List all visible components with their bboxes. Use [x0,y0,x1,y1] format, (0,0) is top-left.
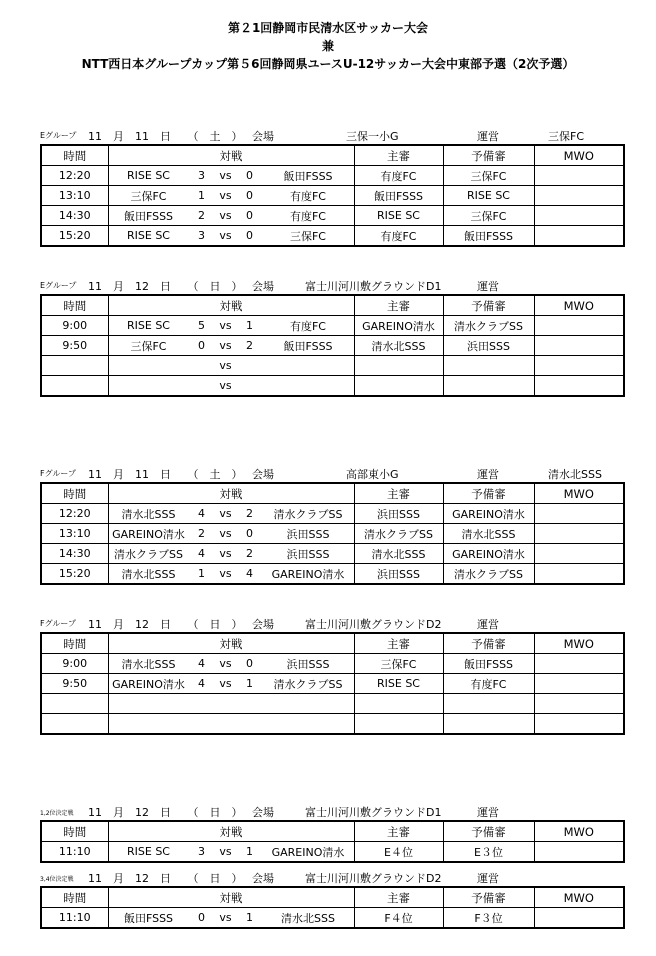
away-team: 有度FC [289,189,326,203]
away-score: 0 [246,657,253,670]
kickoff-time: 14:30 [41,544,108,564]
column-header-reserve-referee: 予備審 [443,887,534,908]
schedule-section [40,126,623,247]
match-cell [108,908,354,929]
title-line-1: 第２1回静岡市民清水区サッカー大会 [227,21,429,35]
main-referee [354,356,443,376]
column-header-mwo: MWO [534,887,624,908]
match-pairing [109,524,354,543]
match-row [41,694,624,714]
home-team: 飯田FSSS [123,911,174,925]
main-referee: 三保FC [354,654,443,674]
column-header-reserve-referee: 予備審 [443,295,534,316]
schedule-table [40,820,625,863]
venue-name: 三保一小G [346,130,399,143]
column-header-reserve-referee: 予備審 [443,483,534,504]
match-cell [108,376,354,397]
match-date: 11 月 12 日 （ 日 ） [88,618,243,631]
schedule-section [40,276,623,397]
column-header-referee: 主審 [354,295,443,316]
main-referee: 清水クラブSS [354,524,443,544]
versus-label: vs [219,339,232,352]
mwo-cell [534,186,624,206]
versus-label: vs [219,319,232,332]
match-row [41,564,624,585]
main-referee: 飯田FSSS [354,186,443,206]
home-team: GAREINO清水 [112,527,185,541]
home-score: 1 [198,567,205,580]
reserve-referee [443,714,534,735]
venue-name: 富士川河川敷グラウンドD1 [305,280,442,293]
kickoff-time: 11:10 [41,842,108,863]
column-header-referee: 主審 [354,887,443,908]
match-row [41,356,624,376]
mwo-cell [534,842,624,863]
column-header-referee: 主審 [354,483,443,504]
kickoff-time: 13:10 [41,186,108,206]
mwo-cell [534,206,624,226]
mwo-cell [534,336,624,356]
match-pairing [109,714,354,733]
match-pairing [109,206,354,225]
away-score: 0 [246,209,253,222]
reserve-referee: GAREINO清水 [443,544,534,564]
mwo-cell [534,376,624,397]
management-label: 運営 [477,468,499,481]
match-cell [108,504,354,524]
venue-label: 会場 [252,806,274,819]
home-score: 2 [198,527,205,540]
home-score: 4 [198,657,205,670]
away-team: 浜田SSS [286,657,330,671]
match-row [41,714,624,735]
table-header-row [41,483,624,504]
column-header-mwo: MWO [534,145,624,166]
home-team: RISE SC [127,229,170,242]
column-header-referee: 主審 [354,633,443,654]
group-label: Fグループ [40,619,76,628]
column-header-reserve-referee: 予備審 [443,633,534,654]
kickoff-time: 9:50 [41,336,108,356]
versus-label: vs [219,209,232,222]
away-team: 有度FC [289,209,326,223]
match-cell [108,564,354,585]
schedule-table [40,294,625,397]
away-team: GAREINO清水 [271,567,345,581]
main-referee: GAREINO清水 [354,316,443,336]
schedule-section [40,868,623,929]
kickoff-time: 9:00 [41,316,108,336]
schedule-table [40,886,625,929]
reserve-referee: 浜田SSS [443,336,534,356]
match-pairing [109,842,354,861]
versus-label: vs [219,657,232,670]
reserve-referee: 三保FC [443,206,534,226]
home-score: 3 [198,169,205,182]
away-score: 2 [246,547,253,560]
match-cell [108,544,354,564]
mwo-cell [534,316,624,336]
away-team: 清水北SSS [281,911,335,925]
mwo-cell [534,356,624,376]
reserve-referee: E３位 [443,842,534,863]
match-date: 11 月 12 日 （ 日 ） [88,872,243,885]
away-team: 飯田FSSS [283,339,333,353]
venue-name: 高部東小G [346,468,399,481]
away-score: 1 [246,845,253,858]
kickoff-time: 14:30 [41,206,108,226]
main-referee: 有度FC [354,166,443,186]
group-label: 3,4位決定戦 [40,876,74,883]
main-referee: 有度FC [354,226,443,247]
home-team: 清水クラブSS [114,547,183,561]
mwo-cell [534,544,624,564]
home-score: 5 [198,319,205,332]
section-header [40,614,623,632]
match-pairing [109,654,354,673]
kickoff-time: 12:20 [41,504,108,524]
group-label: Eグループ [40,281,77,290]
venue-name: 富士川河川敷グラウンドD2 [305,618,442,631]
away-team: 三保FC [289,229,326,243]
reserve-referee [443,376,534,397]
kickoff-time [41,714,108,735]
reserve-referee [443,356,534,376]
management-label: 運営 [477,806,499,819]
schedule-table [40,144,625,247]
home-score: 4 [198,677,205,690]
away-score: 1 [246,911,253,924]
venue-label: 会場 [252,872,274,885]
match-cell [108,166,354,186]
kickoff-time: 13:10 [41,524,108,544]
home-score: 2 [198,209,205,222]
away-score: 1 [246,677,253,690]
match-cell [108,206,354,226]
away-team: 有度FC [289,319,326,333]
venue-label: 会場 [252,130,274,143]
column-header-mwo: MWO [534,483,624,504]
mwo-cell [534,564,624,585]
reserve-referee: 清水クラブSS [443,316,534,336]
match-cell [108,186,354,206]
home-score: 0 [198,911,205,924]
match-cell [108,336,354,356]
match-cell [108,356,354,376]
match-pairing [109,674,354,693]
away-team: 清水クラブSS [273,677,343,691]
main-referee: RISE SC [354,206,443,226]
kickoff-time: 15:20 [41,564,108,585]
column-header-time: 時間 [41,633,108,654]
match-cell [108,524,354,544]
mwo-cell [534,654,624,674]
main-referee: 浜田SSS [354,564,443,585]
match-row [41,544,624,564]
kickoff-time: 15:20 [41,226,108,247]
section-header [40,126,623,144]
mwo-cell [534,226,624,247]
section-header [40,276,623,294]
column-header-time: 時間 [41,295,108,316]
match-row [41,504,624,524]
schedule-table [40,632,625,735]
main-referee [354,714,443,735]
match-pairing [109,376,354,395]
away-team: 浜田SSS [286,547,330,561]
reserve-referee [443,694,534,714]
home-team: RISE SC [127,169,170,182]
management-label: 運営 [477,872,499,885]
column-header-time: 時間 [41,145,108,166]
match-row [41,336,624,356]
section-header [40,868,623,886]
column-header-match: 対戦 [108,483,354,504]
match-date: 11 月 12 日 （ 日 ） [88,806,243,819]
versus-label: vs [219,845,232,858]
kickoff-time: 9:00 [41,654,108,674]
reserve-referee: 清水クラブSS [443,564,534,585]
column-header-time: 時間 [41,821,108,842]
match-pairing [109,316,354,335]
table-header-row [41,295,624,316]
reserve-referee: 三保FC [443,166,534,186]
home-team: 飯田FSSS [123,209,174,223]
mwo-cell [534,674,624,694]
match-cell [108,714,354,735]
match-date: 11 月 11 日 （ 土 ） [88,468,243,481]
mwo-cell [534,166,624,186]
column-header-referee: 主審 [354,145,443,166]
versus-label: vs [219,189,232,202]
match-row [41,226,624,247]
away-score: 2 [246,339,253,352]
column-header-match: 対戦 [108,633,354,654]
away-team: 清水クラブSS [273,507,343,521]
schedule-table [40,482,625,585]
match-row [41,206,624,226]
home-score: 4 [198,547,205,560]
home-team: 清水北SSS [121,657,176,671]
mwo-cell [534,504,624,524]
reserve-referee: F３位 [443,908,534,929]
home-score: 1 [198,189,205,202]
reserve-referee: 飯田FSSS [443,226,534,247]
main-referee: E４位 [354,842,443,863]
away-score: 0 [246,527,253,540]
main-referee [354,376,443,397]
match-row [41,908,624,929]
match-pairing [109,356,354,375]
section-header [40,464,623,482]
reserve-referee: 清水北SSS [443,524,534,544]
match-pairing [109,908,354,927]
versus-label: vs [219,567,232,580]
main-referee: F４位 [354,908,443,929]
main-referee: RISE SC [354,674,443,694]
away-score: 4 [246,567,253,580]
match-row [41,524,624,544]
mwo-cell [534,908,624,929]
home-team: 清水北SSS [121,507,176,521]
column-header-mwo: MWO [534,295,624,316]
kickoff-time [41,376,108,397]
kickoff-time: 12:20 [41,166,108,186]
match-date: 11 月 12 日 （ 日 ） [88,280,243,293]
away-score: 0 [246,169,253,182]
match-row [41,654,624,674]
management-label: 運営 [477,130,499,143]
away-team: GAREINO清水 [271,845,345,859]
kickoff-time [41,694,108,714]
management-label: 運営 [477,280,499,293]
match-row [41,166,624,186]
match-cell [108,694,354,714]
venue-name: 富士川河川敷グラウンドD1 [305,806,442,819]
match-pairing [109,226,354,245]
match-pairing [109,186,354,205]
versus-label: vs [219,527,232,540]
versus-label: vs [219,677,232,690]
match-row [41,674,624,694]
venue-label: 会場 [252,280,274,293]
match-pairing [109,564,354,583]
schedule-section [40,464,623,585]
column-header-reserve-referee: 予備審 [443,821,534,842]
versus-label: vs [219,229,232,242]
away-score: 1 [246,319,253,332]
kickoff-time [41,356,108,376]
home-team: 三保FC [130,339,167,353]
column-header-time: 時間 [41,483,108,504]
venue-label: 会場 [252,468,274,481]
away-score: 0 [246,229,253,242]
away-score: 2 [246,507,253,520]
title-line-2: 兼 [321,39,334,53]
home-team: 三保FC [130,189,167,203]
match-pairing [109,336,354,355]
versus-label: vs [219,911,232,924]
reserve-referee: GAREINO清水 [443,504,534,524]
versus-label: vs [219,169,232,182]
reserve-referee: 飯田FSSS [443,654,534,674]
management-team: 清水北SSS [548,468,602,481]
schedule-section [40,802,623,863]
match-cell [108,226,354,247]
main-referee [354,694,443,714]
match-row [41,842,624,863]
group-label: 1,2位決定戦 [40,810,74,817]
column-header-time: 時間 [41,887,108,908]
home-team: RISE SC [127,845,170,858]
home-score: 3 [198,845,205,858]
home-team: GAREINO清水 [112,677,185,691]
reserve-referee: 有度FC [443,674,534,694]
home-team: 清水北SSS [121,567,176,581]
main-referee: 清水北SSS [354,544,443,564]
home-score: 0 [198,339,205,352]
match-row [41,376,624,397]
table-header-row [41,633,624,654]
match-cell [108,316,354,336]
main-referee: 浜田SSS [354,504,443,524]
versus-label: vs [219,379,232,392]
title-line-3: NTT西日本グループカップ第５6回静岡県ユースU-12サッカー大会中東部予選（2次予選） [81,57,575,71]
match-pairing [109,504,354,523]
group-label: Fグループ [40,469,76,478]
kickoff-time: 9:50 [41,674,108,694]
table-header-row [41,145,624,166]
away-score: 0 [246,189,253,202]
section-header [40,802,623,820]
column-header-match: 対戦 [108,295,354,316]
venue-label: 会場 [252,618,274,631]
mwo-cell [534,694,624,714]
home-score: 4 [198,507,205,520]
match-pairing [109,544,354,563]
column-header-reserve-referee: 予備審 [443,145,534,166]
management-team: 三保FC [548,130,585,143]
venue-name: 富士川河川敷グラウンドD2 [305,872,442,885]
table-header-row [41,821,624,842]
away-team: 飯田FSSS [283,169,333,183]
match-date: 11 月 11 日 （ 土 ） [88,130,243,143]
home-score: 3 [198,229,205,242]
schedule-section [40,614,623,735]
group-label: Eグループ [40,131,77,140]
mwo-cell [534,524,624,544]
match-row [41,186,624,206]
reserve-referee: RISE SC [443,186,534,206]
main-referee: 清水北SSS [354,336,443,356]
table-header-row [41,887,624,908]
versus-label: vs [219,547,232,560]
match-cell [108,654,354,674]
match-cell [108,674,354,694]
column-header-mwo: MWO [534,633,624,654]
mwo-cell [534,714,624,735]
kickoff-time: 11:10 [41,908,108,929]
match-cell [108,842,354,863]
column-header-match: 対戦 [108,821,354,842]
match-row [41,316,624,336]
column-header-match: 対戦 [108,887,354,908]
versus-label: vs [219,507,232,520]
home-team: RISE SC [127,319,170,332]
match-pairing [109,694,354,713]
column-header-referee: 主審 [354,821,443,842]
match-pairing [109,166,354,185]
management-label: 運営 [477,618,499,631]
column-header-mwo: MWO [534,821,624,842]
away-team: 浜田SSS [286,527,330,541]
versus-label: vs [219,359,232,372]
column-header-match: 対戦 [108,145,354,166]
